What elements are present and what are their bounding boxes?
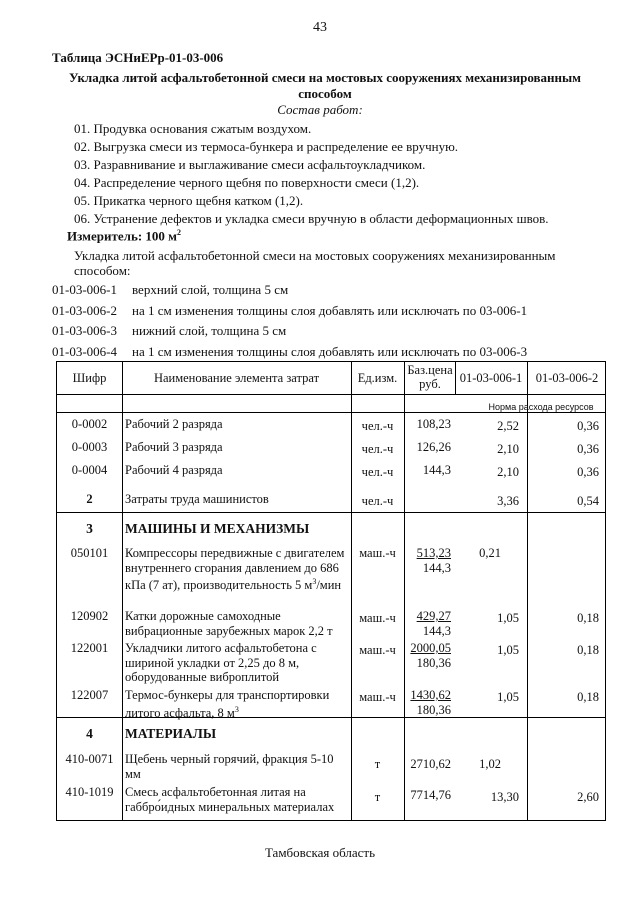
cell-code: 0-0003 <box>71 440 108 454</box>
measure-sup: 2 <box>177 228 182 237</box>
subtitle: Укладка литой асфальтобетонной смеси на мостовых сооружениях механизированным способом <box>68 70 582 101</box>
header-price: Баз.цена руб. <box>407 363 453 391</box>
cell-v2: 2,60 <box>577 790 599 804</box>
cell-code: 120902 <box>70 609 109 623</box>
cell-code: 410-1019 <box>65 785 114 799</box>
header-c1: 01-03-006-1 <box>459 371 523 385</box>
code-text: на 1 см изменения толщины слоя добавлять или исключать по 03-006-1 <box>132 302 528 318</box>
codes-list <box>52 280 527 362</box>
cell-v1: 2,52 <box>497 419 519 433</box>
cell-v1: 1,05 <box>497 611 519 625</box>
cell-name: Щебень черный горячий, фракция 5-10 мм <box>125 752 334 781</box>
section-title: МАШИНЫ И МЕХАНИЗМЫ <box>125 521 310 536</box>
cell-unit: т <box>374 790 381 804</box>
cell-v1: 1,02 <box>479 757 501 771</box>
cell-name <box>125 688 350 720</box>
cell-v1: 3,36 <box>497 494 519 508</box>
cell-unit: маш.-ч <box>359 546 396 560</box>
norm-label: Норма расхода ресурсов <box>488 402 594 412</box>
code-id: 01-03-006-1 <box>52 282 117 297</box>
cell-name: Рабочий 4 разряда <box>125 463 223 477</box>
cell-price: 2710,62 <box>410 757 451 771</box>
header-c2: 01-03-006-2 <box>535 371 599 385</box>
work-item: 05. Прикатка черного щебня катком (1,2). <box>74 193 304 208</box>
cell-name: Смесь асфальтобетонная литая на габбро́идных минеральных материалах <box>125 785 335 814</box>
cell-v2: 0,18 <box>577 690 599 704</box>
price-bottom: 180,36 <box>416 702 451 717</box>
resource-table <box>56 361 606 821</box>
measure <box>67 228 181 244</box>
price-bottom: 144,3 <box>422 560 451 575</box>
row-divider <box>57 512 605 513</box>
cell-code: 0-0002 <box>71 417 108 431</box>
row-divider <box>57 394 605 395</box>
code-id: 01-03-006-2 <box>52 302 117 318</box>
code-item <box>52 342 527 363</box>
cell-name: Рабочий 3 разряда <box>125 440 223 454</box>
cell-v2: 0,18 <box>577 643 599 657</box>
cell-price <box>404 609 451 638</box>
name-tail: /мин <box>316 578 342 593</box>
header-unit: Ед.изм. <box>357 371 398 385</box>
code-text: нижний слой, толщина 5 см <box>132 323 287 338</box>
code-item <box>52 301 527 322</box>
name-text: Термос-бункеры для транспортировки литого асфальта, 8 м <box>125 688 330 720</box>
works-list <box>74 120 549 228</box>
cell-v2: 0,36 <box>577 419 599 433</box>
cell-code: 050101 <box>70 546 109 560</box>
name-sup: 3 <box>234 704 239 714</box>
code-id: 01-03-006-4 <box>52 343 117 359</box>
cell-price: 7714,76 <box>410 788 451 802</box>
price-bottom: 144,3 <box>422 623 451 638</box>
price-top: 2000,05 <box>410 641 451 655</box>
col-divider <box>122 362 123 820</box>
cell-code: 2 <box>86 492 93 506</box>
intro-text: Укладка литой асфальтобетонной смеси на мостовых сооружениях механизированным способом: <box>74 248 556 278</box>
cell-v1: 2,10 <box>497 465 519 479</box>
composition-heading: Состав работ: <box>277 102 363 117</box>
code-id: 01-03-006-3 <box>52 323 117 338</box>
cell-price <box>404 688 451 717</box>
cell-unit: чел.-ч <box>361 465 394 479</box>
cell-v1: 1,05 <box>497 690 519 704</box>
code-text: верхний слой, толщина 5 см <box>132 282 289 297</box>
work-item: 04. Распределение черного щебня по поверхности смеси (1,2). <box>74 175 420 190</box>
header-code: Шифр <box>72 371 107 385</box>
name-sup: 3 <box>312 577 317 586</box>
cell-code: 122007 <box>70 688 109 702</box>
cell-name: Катки дорожные самоходные вибрационные зарубежных марок 2,2 т <box>125 609 333 638</box>
price-bottom: 180,36 <box>416 655 451 670</box>
cell-v2: 0,18 <box>577 611 599 625</box>
cell-unit: маш.-ч <box>359 643 396 657</box>
cell-price: 126,26 <box>416 440 451 454</box>
cell-v1: 0,21 <box>479 546 501 560</box>
code-item <box>52 280 527 301</box>
price-top: 513,23 <box>416 546 451 560</box>
cell-v1: 2,10 <box>497 442 519 456</box>
footer-region: Тамбовская область <box>264 845 376 860</box>
cell-unit: т <box>374 757 381 771</box>
cell-unit: чел.-ч <box>361 442 394 456</box>
cell-v2: 0,36 <box>577 465 599 479</box>
measure-label: Измеритель: 100 м <box>67 228 178 244</box>
table-title: Таблица ЭСНиЕРр-01-03-006 <box>52 50 224 65</box>
cell-price <box>404 641 451 670</box>
work-item: 03. Разравнивание и выглаживание смеси асфальтоукладчиком. <box>74 157 426 172</box>
cell-name: Рабочий 2 разряда <box>125 417 223 431</box>
cell-unit: маш.-ч <box>359 690 396 704</box>
cell-code: 122001 <box>70 641 109 655</box>
code-text: на 1 см изменения толщины слоя добавлять или исключать по 03-006-3 <box>132 343 528 359</box>
cell-code: 410-0071 <box>65 752 114 766</box>
price-top: 429,27 <box>416 609 451 623</box>
cell-price: 108,23 <box>416 417 451 431</box>
cell-unit: чел.-ч <box>361 419 394 433</box>
cell-v1: 1,05 <box>497 643 519 657</box>
name-text: Компрессоры передвижные с двигателем внутреннего сгорания давлением до 686 кПа (7 ат), производительность 5 м <box>125 546 345 593</box>
cell-code: 3 <box>86 521 93 536</box>
cell-unit: маш.-ч <box>359 611 396 625</box>
cell-price <box>404 546 451 575</box>
cell-code: 0-0004 <box>71 463 108 477</box>
cell-name: Затраты труда машинистов <box>125 492 269 506</box>
header-name: Наименование элемента затрат <box>153 371 320 385</box>
page-number: 43 <box>313 20 327 35</box>
cell-unit: чел.-ч <box>361 494 394 508</box>
cell-price: 144,3 <box>422 463 451 477</box>
cell-name <box>125 546 345 593</box>
section-title: МАТЕРИАЛЫ <box>125 726 217 741</box>
work-item: 01. Продувка основания сжатым воздухом. <box>74 121 312 136</box>
cell-code: 4 <box>86 726 93 741</box>
cell-v2: 0,36 <box>577 442 599 456</box>
code-item <box>52 321 527 342</box>
work-item: 06. Устранение дефектов и укладка смеси вручную в области деформационных швов. <box>74 211 549 226</box>
work-item: 02. Выгрузка смеси из термоса-бункера и распределение ее вручную. <box>74 139 459 154</box>
price-top: 1430,62 <box>410 688 451 702</box>
cell-name: Укладчики литого асфальтобетона с шириной укладки от 2,25 до 8 м, оборудованные виброплитой <box>125 641 317 684</box>
cell-v2: 0,54 <box>577 494 599 508</box>
cell-v1: 13,30 <box>490 790 519 804</box>
